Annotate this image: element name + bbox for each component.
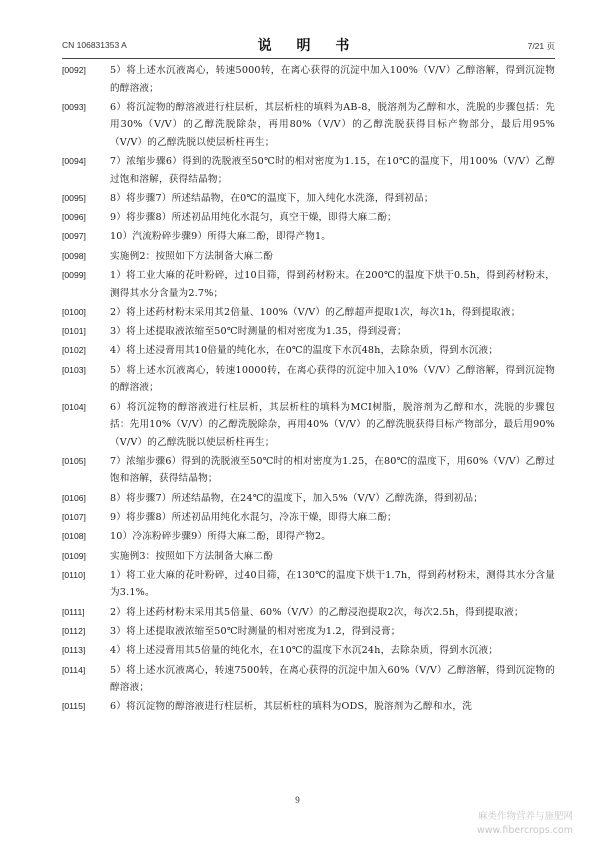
watermark-url: www.fibercrops.com <box>476 825 573 836</box>
paragraph <box>62 209 555 227</box>
paragraph <box>62 490 555 508</box>
paragraph-text: 3）将上述提取液浓缩至50℃时测量的相对密度为1.35，得到浸膏； <box>110 326 407 338</box>
paragraph-number: [0106] <box>62 492 86 503</box>
paragraph-text: 10）汽流粉碎步骤9）所得大麻二酚，即得产物1。 <box>110 231 332 243</box>
paragraph <box>62 304 555 322</box>
paragraph-text: 5）将上述水沉液离心，转速5000转，在离心获得的沉淀中加入100%（V/V）乙醇溶解，得到沉淀物的醇溶液； <box>110 65 555 94</box>
paragraph-number: [0114] <box>62 664 86 675</box>
paragraph <box>62 323 555 341</box>
paragraph <box>62 248 555 266</box>
paragraph <box>62 662 555 697</box>
paragraph <box>62 62 555 97</box>
paragraph <box>62 642 555 660</box>
paragraph <box>62 548 555 566</box>
paragraph-text: 4）将上述浸膏用其10倍量的纯化水，在0℃的温度下水沉48h，去除杂质，得到水沉液； <box>110 345 499 357</box>
paragraph <box>62 342 555 360</box>
paragraph-number: [0093] <box>62 101 86 112</box>
paragraph-number: [0103] <box>62 364 86 375</box>
paragraph-number: [0108] <box>62 531 86 542</box>
paragraph <box>62 509 555 527</box>
paragraph-text: 6）将沉淀物的醇溶液进行柱层析，其层析柱的填料为ODS，脱溶剂为乙醇和水，洗 <box>110 701 473 713</box>
paragraph-number: [0100] <box>62 306 86 317</box>
paragraph <box>62 453 555 488</box>
paragraph <box>62 604 555 622</box>
paragraph-number: [0102] <box>62 345 86 356</box>
paragraph-number: [0109] <box>62 550 86 561</box>
paragraph-number: [0095] <box>62 192 86 203</box>
paragraph-number: [0107] <box>62 511 86 522</box>
paragraph-number: [0104] <box>62 401 86 412</box>
paragraph-text: 9）将步骤8）所述初品用纯化水混匀，真空干燥，即得大麻二酚； <box>110 212 397 224</box>
paragraph <box>62 99 555 152</box>
paragraph <box>62 362 555 397</box>
paragraph-number: [0110] <box>62 569 86 580</box>
document-title: 说 明 书 <box>257 38 360 54</box>
paragraph-text: 5）将上述水沉液离心，转速7500转，在离心获得的沉淀中加入60%（V/V）乙醇溶解，得到沉淀物的醇溶液； <box>110 664 555 694</box>
paragraph-text: 4）将上述浸膏用其5倍量的纯化水，在10℃的温度下水沉24h，去除杂质，得到水沉液； <box>110 645 499 657</box>
paragraph-text: 1）将工业大麻的花叶粉碎，过10目筛，得到药材粉末。在200℃的温度下烘干0.5h，得到药材粉末，测得其水分含量为2.7%； <box>110 270 555 299</box>
paragraph-text: 3）将上述提取液浓缩至50℃时测量的相对密度为1.2，得到浸膏； <box>110 625 401 637</box>
watermark <box>477 810 573 838</box>
paragraph-number: [0094] <box>62 156 86 167</box>
paragraph-text: 7）浓缩步骤6）得到的洗脱液至50℃时的相对密度为1.15，在10℃的温度下，用100%（V/V）乙醇过饱和溶解，获得结晶物； <box>110 156 555 185</box>
paragraph-text: 8）将步骤7）所述结晶物，在24℃的温度下，加入5%（V/V）乙醇洗涤，得到初品； <box>110 492 484 504</box>
paragraph-text: 9）将步骤8）所述初品用纯化水混匀，冷冻干燥，即得大麻二酚； <box>110 511 397 523</box>
paragraph-text: 7）浓缩步骤6）得到的洗脱液至50℃时的相对密度为1.25，在80℃的温度下，用60%（V/V）乙醇过饱和溶解，获得结晶物； <box>110 455 555 485</box>
page-count: 7/21 页 <box>527 41 555 51</box>
paragraph-text: 5）将上述水沉液离心，转速10000转，在离心获得的沉淀中加入10%（V/V）乙醇溶解，得到沉淀物的醇溶液； <box>110 364 555 394</box>
paragraph-number: [0113] <box>62 645 86 656</box>
paragraph-number: [0101] <box>62 326 86 337</box>
paragraph-text: 1）将工业大麻的花叶粉碎，过40目筛，在130℃的温度下烘干1.7h，得到药材粉末，测得其水分含量为3.1%。 <box>110 569 555 599</box>
paragraph <box>62 228 555 246</box>
paragraph-number: [0099] <box>62 270 86 281</box>
paragraph <box>62 698 555 716</box>
paragraph-number: [0105] <box>62 455 86 466</box>
paragraph <box>62 528 555 546</box>
paragraph-text: 2）将上述药材粉末采用其2倍量、100%（V/V）的乙醇超声提取1次，每次1h，得到提取液； <box>110 306 521 318</box>
paragraph-number: [0096] <box>62 212 86 223</box>
patent-number: CN 106831353 A <box>62 40 127 50</box>
watermark-site-name: 麻类作物营养与施肥网 <box>477 811 573 822</box>
paragraph <box>62 153 555 188</box>
paragraph <box>62 567 555 602</box>
paragraph <box>62 267 555 302</box>
paragraph <box>62 399 555 452</box>
paragraph-number: [0115] <box>62 701 86 712</box>
paragraph-text: 2）将上述药材粉末采用其5倍量、60%（V/V）的乙醇浸泡提取2次，每次2.5h，得到提取液； <box>110 606 524 618</box>
paragraph-text: 10）冷冻粉碎步骤9）所得大麻二酚，即得产物2。 <box>110 531 332 543</box>
paragraph-text: 6）将沉淀物的醇溶液进行柱层析，其层析柱的填料为AB-8，脱溶剂为乙醇和水，洗脱的步骤包括：先用30%（V/V）的乙醇洗脱除杂，再用80%（V/V）的乙醇洗脱获得目标产物部分，最后用95%（V/V）的乙醇洗脱以使层析柱再生； <box>110 101 555 148</box>
paragraph-number: [0112] <box>62 625 86 636</box>
paragraph-text: 实施例2：按照如下方法制备大麻二酚 <box>110 250 274 262</box>
paragraph-text: 实施例3：按照如下方法制备大麻二酚 <box>110 550 274 562</box>
page-header <box>62 34 555 56</box>
paragraph-number: [0111] <box>62 606 85 617</box>
paragraph-number: [0097] <box>62 231 86 242</box>
header-divider <box>62 58 555 59</box>
page-number: 9 <box>295 795 300 805</box>
paragraph-number: [0092] <box>62 65 86 75</box>
paragraph <box>62 190 555 208</box>
paragraph-text: 8）将步骤7）所述结晶物，在0℃的温度下，加入纯化水洗涤，得到初品； <box>110 192 434 204</box>
document-body <box>62 62 555 718</box>
paragraph-number: [0098] <box>62 250 86 261</box>
paragraph <box>62 623 555 641</box>
paragraph-text: 6）将沉淀物的醇溶液进行柱层析，其层析柱的填料为MCI树脂，脱溶剂为乙醇和水，洗脱的步骤包括：先用10%（V/V）的乙醇洗脱除杂，再用40%（V/V）的乙醇洗脱获得目标产物部分，最后用90%（V/V）的乙醇洗脱以使层析柱再生； <box>110 401 555 448</box>
